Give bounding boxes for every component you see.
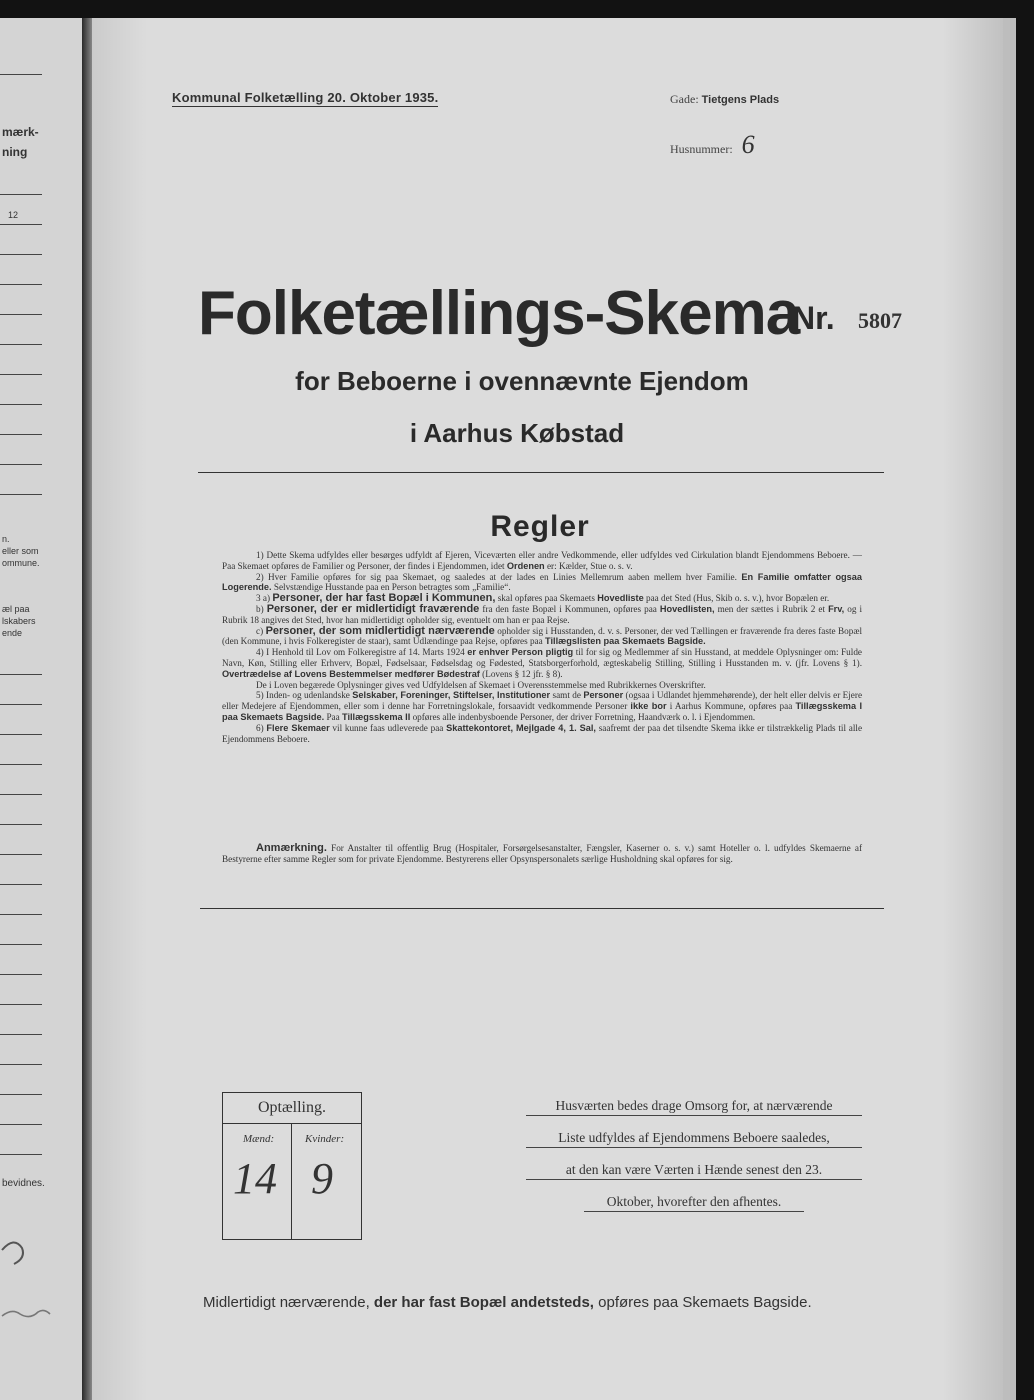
rule-line (0, 854, 42, 855)
rule-3a: 3 a) Personer, der har fast Bopæl i Kommunen, skal opføres paa Skemaets Hovedliste paa det Sted (Hus, Skib o. s. v.), hvor Bopælen er. (256, 592, 830, 605)
prev-fragment: ommune. (2, 558, 40, 568)
subtitle: for Beboerne i ovennævnte Ejendom (295, 366, 749, 396)
prev-fragment: 12 (8, 210, 19, 220)
divider (223, 1123, 361, 1124)
rule-line (0, 344, 42, 345)
landlord-notice (526, 1098, 862, 1226)
rules-text (222, 550, 862, 744)
footer-bold: der har fast Bopæl andetsteds, (373, 1294, 594, 1311)
rule-line (0, 284, 42, 285)
men-label: Mænd: (243, 1133, 275, 1145)
rule-line (0, 824, 42, 825)
rule-5: 5) Inden- og udenlandske Selskaber, Foreninger, Stiftelser, Institutioner samt de Personer (ogsaa i Udlandet hjemmehørende), der helt eller delvis er Ejere eller Medejere af Ejendommen, eller som i denne har Forretningslokale, forsaavidt vedkommende Personer ikke bor i Aarhus Kommune, opføres paa Tillægsskema I paa Skemaets Bagside. Paa Tillægsskema II opføres alle indenbysboende Personer, der driver Forretning, Haandværk o. l. i Ejendommen. (222, 690, 863, 722)
prev-fragment: ende (2, 628, 23, 638)
rule-4: 4) I Henhold til Lov om Folkeregistre af 14. Marts 1924 er enhver Person pligtig til for sig og Medlemmer af sin Husstand, at meddele Oplysninger om: Fulde Navn, Køn, Stilling eller Erhverv, Bopæl, Fødselsaar, Fødselsdag og Fødested, Statsborgerforhold, ægteskabelig Stilling, Stilling i Husstanden m. v. (jfr. Lovens § 1). Overtrædelse af Lovens Bestemmelser medfører Bødestraf (Lovens § 12 jfr. § 8). (222, 647, 862, 679)
page-edge (1003, 18, 1016, 1400)
men-count: 14 (233, 1154, 277, 1203)
form-number: 5807 (858, 308, 902, 333)
gade-value: Tietgens Plads (701, 94, 780, 106)
prev-fragment: ning (2, 145, 28, 159)
nr-label: Nr. (792, 300, 835, 336)
rule-line (0, 314, 42, 315)
rule-line (0, 794, 42, 795)
rule-line (0, 1154, 42, 1155)
prev-fragment: lskabers (2, 616, 36, 626)
rules-heading: Regler (490, 510, 590, 543)
rule-line (0, 944, 42, 945)
rule-line (0, 404, 42, 405)
rule-line (0, 254, 42, 255)
rule-line (0, 194, 42, 195)
annotation-note (222, 843, 862, 865)
rule-3b: b) Personer, der er midlertidigt fraværende fra den faste Bopæl i Kommunen, opføres paa Hovedlisten, men der sættes i Rubrik 2 et Frv, og i Rubrik 18 angives det Sted, hvor han midlertidigt opholder sig, eventuelt om han er paa Rejse. (222, 602, 863, 625)
rule-6: 6) Flere Skemaer vil kunne faas udleverede paa Skattekontoret, Mejlgade 4, 1. Sal, saafremt der paa det tilsendte Skema ikke er tilstrækkelig Plads til alle Ejendommens Beboere. (222, 722, 863, 744)
husnummer-field (670, 130, 755, 160)
divider (198, 472, 884, 473)
rule-line (0, 74, 42, 75)
footer-note (203, 1294, 812, 1311)
women-count: 9 (311, 1154, 333, 1203)
rule-line (0, 1124, 42, 1125)
rule-line (0, 464, 42, 465)
divider (200, 908, 884, 909)
rule-3c: c) Personer, der som midlertidigt nærværende opholder sig i Husstanden, d. v. s. Personer, der ved Tællingen er fraværende fra deres faste Bopæl (den Kommune, i hvis Folkeregister de staar), samt Udlændinge paa Rejse, opføres paa Tillægslisten paa Skemaets Bagside. (222, 624, 863, 647)
husnummer-value: 6 (741, 130, 755, 159)
notice-line: at den kan være Værten i Hænde senest den 23. (526, 1162, 862, 1180)
subtitle-city: i Aarhus Købstad (409, 418, 625, 448)
divider (291, 1123, 292, 1239)
notice-line: Husværten bedes drage Omsorg for, at nærværende (526, 1098, 862, 1116)
footer-text: opføres paa Skemaets Bagside. (598, 1294, 812, 1311)
rule-2: 2) Hver Familie opføres for sig paa Skemaet, og saaledes at der lades en Linies Mellemrum aaben mellem hver Familie. En Familie omfatter ogsaa Logerende. Selvstændige Husstande paa en Person betragtes som „Familie“. (222, 571, 862, 593)
rule-line (0, 494, 42, 495)
previous-page-fragment (0, 18, 82, 1400)
husnummer-label: Husnummer: (670, 142, 733, 156)
women-label: Kvinder: (305, 1133, 345, 1145)
prev-fragment: bevidnes. (2, 1178, 45, 1189)
rule-line (0, 974, 42, 975)
rule-line (0, 1094, 42, 1095)
gade-field (670, 92, 779, 107)
rule-line (0, 914, 42, 915)
prev-fragment: n. (2, 534, 10, 544)
notice-line: Oktober, hvorefter den afhentes. (584, 1194, 804, 1212)
rule-line (0, 1034, 42, 1035)
rule-line (0, 1004, 42, 1005)
rule-line (0, 764, 42, 765)
footer-text: Midlertidigt nærværende, (203, 1294, 370, 1311)
form-title: Folketællings-Skema (198, 279, 800, 348)
rule-line (0, 734, 42, 735)
census-header: Kommunal Folketælling 20. Oktober 1935. (172, 90, 439, 105)
rule-4-note: De i Loven begærede Oplysninger gives ved Udfyldelsen af Skemaet i Overensstemmelse med Rubrikkernes Overskrifter. (256, 679, 706, 690)
prev-fragment: mærk- (2, 125, 39, 139)
rule-line (0, 704, 42, 705)
rule-line (0, 884, 42, 885)
count-box (222, 1092, 362, 1240)
rule-line (0, 674, 42, 675)
annotation-label: Anmærkning. (256, 842, 327, 854)
notice-line: Liste udfyldes af Ejendommens Beboere saaledes, (526, 1130, 862, 1148)
annotation-text: For Anstalter til offentlig Brug (Hospitaler, Forsørgelsesanstalter, Fængsler, Kaserner o. s. v.) samt Hoteller o. l. udfyldes Skemaerne af Bestyrerne efter samme Regler som for private Ejendomme. Bestyrerens eller Opsynspersonalets særlige Husholdning skal opføres for sig. (222, 843, 863, 864)
rule-1: 1) Dette Skema udfyldes eller besørges udfyldt af Ejeren, Viceværten eller andre Vedkommende, eller udfyldes ved Cirkulation blandt Ejendommens Beboere. — Paa Skemaet opføres de Familier og Personer, der findes i Ejendommen, idet Ordenen er: Kælder, Stue o. s. v. (222, 550, 862, 571)
prev-fragment: æl paa (2, 604, 30, 614)
gade-label: Gade: (670, 92, 699, 106)
rule-line (0, 1064, 42, 1065)
rule-line (0, 224, 42, 225)
prev-fragment: eller som (2, 546, 39, 556)
handwriting-mark (0, 1228, 60, 1338)
count-title: Optælling. (257, 1099, 326, 1116)
